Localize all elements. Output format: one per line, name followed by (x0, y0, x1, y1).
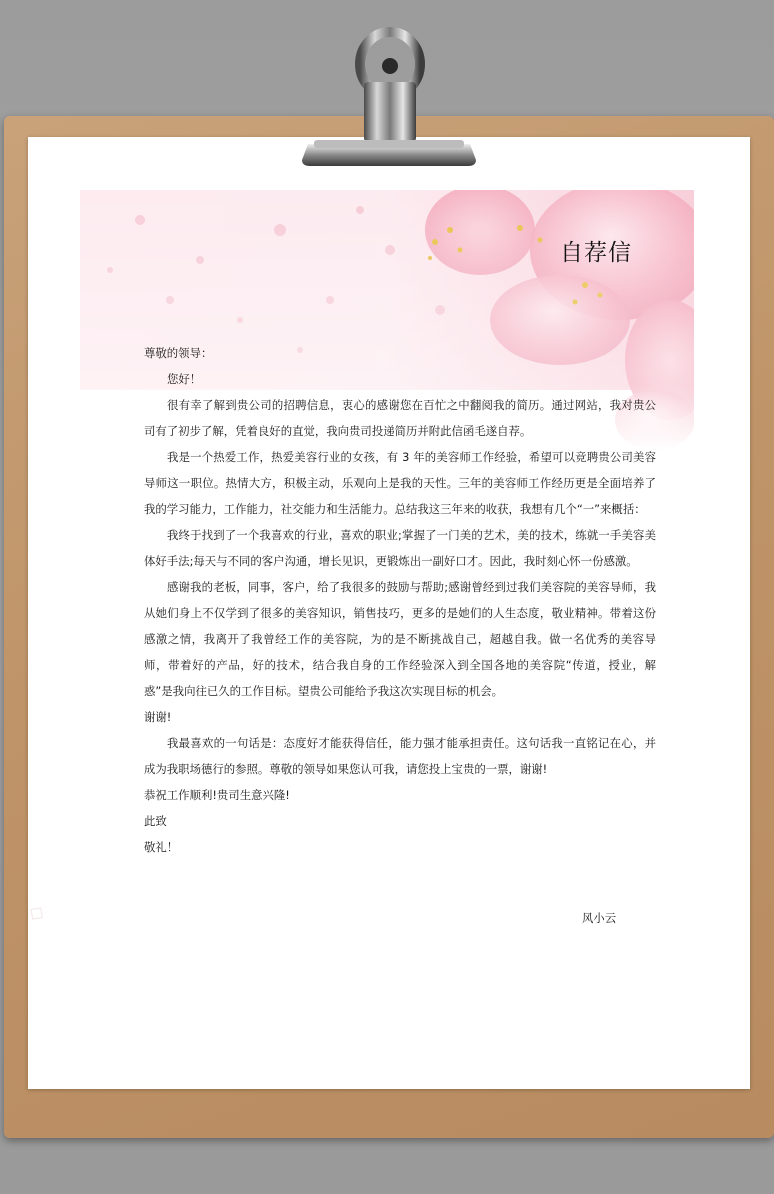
wishes-line: 恭祝工作顺利!贵司生意兴隆! (144, 788, 290, 802)
closing-paragraph: 我最喜欢的一句话是：态度好才能获得信任，能力强才能承担责任。这句话我一直铭记在心，并成为我职场德行的参照。尊敬的领导如果您认可我，请您投上宝贵的一票，谢谢! (144, 736, 656, 776)
salutation: 尊敬的领导： (144, 346, 213, 360)
ci-zhi-line: 此致 (144, 814, 167, 828)
greeting: 您好！ (167, 372, 202, 386)
letter-body (144, 340, 656, 860)
paragraph-3: 我终于找到了一个我喜欢的行业，喜欢的职业;掌握了一门美的艺术，美的技术，练就一手美容美体好手法;每天与不同的客户沟通，增长见识，更锻炼出一副好口才。因此，我时刻心怀一份感激。 (144, 528, 656, 568)
signature: 风小云 (582, 911, 617, 925)
jing-li-line: 敬礼！ (144, 840, 179, 854)
paragraph-2: 我是一个热爱工作，热爱美容行业的女孩，有 3 年的美容师工作经验，希望可以竞聘贵公司美容导师这一职位。热情大方，积极主动，乐观向上是我的天性。三年的美容师工作经历更是全面培养了我的学习能力，工作能力，社交能力和生活能力。总结我这三年来的收获，我想有几个“一”来概括： (144, 450, 656, 516)
watermark-left: ◇ (24, 897, 51, 927)
paragraph-4: 感谢我的老板，同事，客户，给了我很多的鼓励与帮助;感谢曾经到过我们美容院的美容导师，我从她们身上不仅学到了很多的美容知识，销售技巧，更多的是她们的人生态度，敬业精神。带着这份感激之情，我离开了我曾经工作的美容院，为的是不断挑战自己，超越自我。做一名优秀的美容导师，带着好的产品，好的技术，结合我自身的工作经验深入到全国各地的美容院“传道，授业，解惑”是我向往已久的工作目标。望贵公司能给予我这次实现目标的机会。 (144, 580, 656, 698)
binder-clip-icon (300, 24, 478, 176)
paragraph-1: 很有幸了解到贵公司的招聘信息，衷心的感谢您在百忙之中翻阅我的简历。通过网站，我对贵公司有了初步了解，凭着良好的直觉，我向贵司投递简历并附此信函毛遂自荐。 (144, 398, 656, 438)
thanks-line: 谢谢! (144, 710, 172, 724)
document-title: 自荐信 (560, 240, 632, 266)
